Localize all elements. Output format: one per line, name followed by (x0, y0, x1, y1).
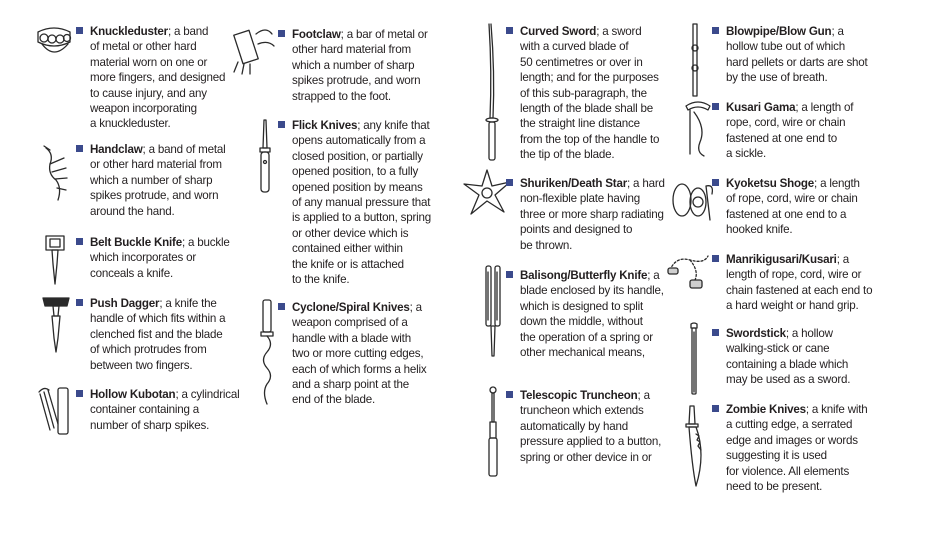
entry-line: other hard material from (292, 43, 411, 57)
entry-title: Balisong/Butterfly Knife (520, 269, 648, 282)
entry-line: a cutting edge, a serrated (726, 418, 853, 432)
entry-line: 50 centimetres or over in (520, 55, 643, 69)
entry-line: handle of which fits within a (90, 312, 226, 326)
entry-line: weapon comprised of a (292, 316, 408, 330)
manrikigusari-icon (666, 252, 714, 292)
entry-title: Shuriken/Death Star (520, 177, 628, 190)
entry-line: of which protrudes from (90, 343, 207, 357)
entry-title: Kyoketsu Shoge (726, 177, 815, 190)
entry-line: pressure applied to a button, (520, 435, 662, 449)
flick-knife-icon (256, 118, 274, 194)
entry-title: Flick Knives (292, 119, 358, 132)
entry-title: Push Dagger (90, 297, 160, 310)
entry-line: which incorporates or (90, 251, 196, 265)
entry-line: length of the blade shall be (520, 102, 653, 116)
entry-line: ; a sword (596, 25, 642, 38)
entry-title: Swordstick (726, 327, 786, 340)
entry-line: ; a knife with (805, 403, 868, 416)
bullet-icon (76, 27, 83, 34)
entry-line: from the top of the handle to (520, 132, 660, 146)
bullet-icon (712, 179, 719, 186)
entry-line: opens automatically from a (292, 134, 426, 148)
entry-line: truncheon which extends (520, 404, 644, 418)
entry-title: Belt Buckle Knife (90, 236, 182, 249)
entry-title: Handclaw (90, 143, 143, 156)
entry-title: Kusari Gama (726, 101, 796, 114)
entry-line: ; a band (167, 25, 209, 38)
entry-line: or other hard material from (90, 158, 222, 172)
entry-line: length; and for the purposes (520, 71, 659, 85)
entry-line: ; a hard (627, 177, 665, 190)
entry-line: ; a cylindrical (175, 388, 240, 401)
entry-line: ; a (647, 269, 660, 282)
entry-line: container containing a (90, 403, 200, 417)
entry-line: need to be present. (726, 480, 823, 494)
entry-line: points and designed to (520, 223, 633, 237)
bullet-icon (278, 121, 285, 128)
bullet-icon (76, 390, 83, 397)
entry-line: ; a (831, 25, 844, 38)
entry-line: be thrown. (520, 238, 573, 252)
entry-title: Curved Sword (520, 25, 597, 38)
telescopic-truncheon-icon (486, 386, 500, 478)
entry-line: around the hand. (90, 204, 175, 218)
entry-line: to cause injury, and any (90, 86, 207, 100)
entry-line: ; a (409, 301, 422, 314)
entry-title: Knuckleduster (90, 25, 168, 38)
entry-line: hard pellets or darts are shot (726, 55, 868, 69)
entry-line: down the middle, without (520, 315, 643, 329)
entry-line: a knuckleduster. (90, 117, 171, 131)
spiral-knife-icon (258, 298, 276, 406)
entry-line: closed position, or partially (292, 149, 423, 163)
bullet-icon (506, 27, 513, 34)
entry-line: is applied to a button, spring (292, 211, 432, 225)
entry-line: with a curved blade of (520, 40, 629, 54)
entry-title: Zombie Knives (726, 403, 806, 416)
entry-line: ; a bar of metal or (340, 28, 428, 41)
bullet-icon (506, 271, 513, 278)
footclaw-icon (230, 24, 276, 76)
bullet-icon (76, 299, 83, 306)
entry-line: of any manual pressure that (292, 196, 431, 210)
bullet-icon (712, 329, 719, 336)
entry-line: each of which forms a helix (292, 362, 427, 376)
entry-line: conceals a knife. (90, 266, 173, 280)
entry-line: end of the blade. (292, 393, 375, 407)
entry-line: for violence. All elements (726, 464, 850, 478)
entry-line: which a number of sharp (90, 173, 213, 187)
entry-line: by the use of breath. (726, 71, 828, 85)
entry-line: edge and images or words (726, 433, 858, 447)
entry-line: ; a hollow (785, 327, 833, 340)
entry-line: a sickle. (726, 147, 767, 161)
entry-line: opened position, to a fully (292, 165, 419, 179)
entry-title: Cyclone/Spiral Knives (292, 301, 410, 314)
entry-line: non-flexible plate having (520, 192, 641, 206)
entry-line: or other device which is (292, 226, 409, 240)
entry-line: two or more cutting edges, (292, 347, 424, 361)
entry-line: length of rope, cord, wire or (726, 268, 862, 282)
entry-line: ; a (637, 389, 650, 402)
entry-line: number of sharp spikes. (90, 418, 210, 432)
entry-line: strapped to the foot. (292, 89, 391, 103)
entry-line: ; a band of metal (142, 143, 226, 156)
kyoketsu-shoge-icon (670, 180, 714, 226)
bullet-icon (506, 179, 513, 186)
entry-line: which a number of sharp (292, 58, 415, 72)
entry-line: may be used as a sword. (726, 373, 851, 387)
entry-line: spikes protrude, and worn (292, 74, 421, 88)
bullet-icon (712, 405, 719, 412)
entry-line: the tip of the blade. (520, 148, 615, 162)
shuriken-icon (462, 168, 512, 218)
bullet-icon (712, 103, 719, 110)
entry-line: fastened at one end to (726, 131, 837, 145)
butterfly-knife-icon (484, 262, 502, 360)
entry-line: chain fastened at each end to (726, 283, 873, 297)
entry-line: rope, cord, wire or chain (726, 116, 846, 130)
entry-line: suggesting it is used (726, 449, 827, 463)
bullet-icon (76, 238, 83, 245)
entry-line: ; a (836, 253, 849, 266)
belt-buckle-knife-icon (44, 234, 66, 286)
bullet-icon (712, 27, 719, 34)
entry-line: of rope, cord, wire or chain (726, 192, 858, 206)
entry-line: ; a length of (795, 101, 854, 114)
entry-line: weapon incorporating (90, 102, 197, 116)
zombie-knife-icon (684, 404, 708, 488)
handclaw-icon (40, 144, 70, 202)
entry-line: blade enclosed by its handle, (520, 284, 664, 298)
bullet-icon (278, 303, 285, 310)
entry-line: ; a knife the (159, 297, 217, 310)
entry-line: other mechanical means, (520, 346, 645, 360)
entry-line: more fingers, and designed (90, 71, 226, 85)
bullet-icon (278, 30, 285, 37)
entry-line: of metal or other hard (90, 40, 197, 54)
entry-line: spikes protrude, and worn (90, 189, 219, 203)
entry-line: material worn on one or (90, 55, 208, 69)
entry-line: to the knife. (292, 273, 350, 287)
push-dagger-icon (40, 294, 72, 354)
entry-line: and a sharp point at the (292, 378, 410, 392)
entry-line: ; a length (814, 177, 860, 190)
bullet-icon (76, 145, 83, 152)
entry-line: handle with a blade with (292, 331, 411, 345)
entry-line: walking-stick or cane (726, 342, 830, 356)
swordstick-icon (688, 322, 700, 398)
entry-line: the operation of a spring or (520, 330, 653, 344)
entry-line: ; any knife that (357, 119, 430, 132)
entry-line: the knife or is attached (292, 257, 404, 271)
curved-sword-icon (484, 22, 500, 162)
entry-title: Footclaw (292, 28, 341, 41)
entry-line: which is designed to split (520, 299, 644, 313)
knuckleduster-icon (34, 26, 74, 60)
entry-line: automatically by hand (520, 419, 628, 433)
entry-line: the straight line distance (520, 117, 640, 131)
entry-line: containing a blade which (726, 357, 849, 371)
entry-line: clenched fist and the blade (90, 327, 223, 341)
kusari-gama-icon (680, 98, 716, 158)
hollow-kubotan-icon (36, 384, 74, 440)
bullet-icon (506, 391, 513, 398)
bullet-icon (712, 255, 719, 262)
entry-title: Hollow Kubotan (90, 388, 176, 401)
entry-line: fastened at one end to a (726, 207, 847, 221)
entry-line: of this sub-paragraph, the (520, 86, 647, 100)
entry-title: Blowpipe/Blow Gun (726, 25, 832, 38)
entry-line: a hard weight or hand grip. (726, 299, 859, 313)
blowpipe-icon (688, 22, 702, 98)
entry-title: Manrikigusari/Kusari (726, 253, 837, 266)
entry-line: ; a buckle (181, 236, 230, 249)
entry-line: spring or other device in or (520, 450, 652, 464)
entry-line: hollow tube out of which (726, 40, 845, 54)
entry-title: Telescopic Truncheon (520, 389, 638, 402)
entry-line: opened position by means (292, 180, 423, 194)
entry-line: three or more sharp radiating (520, 207, 664, 221)
entry-line: contained either within (292, 242, 403, 256)
entry-line: between two fingers. (90, 358, 193, 372)
entry-line: hooked knife. (726, 223, 793, 237)
